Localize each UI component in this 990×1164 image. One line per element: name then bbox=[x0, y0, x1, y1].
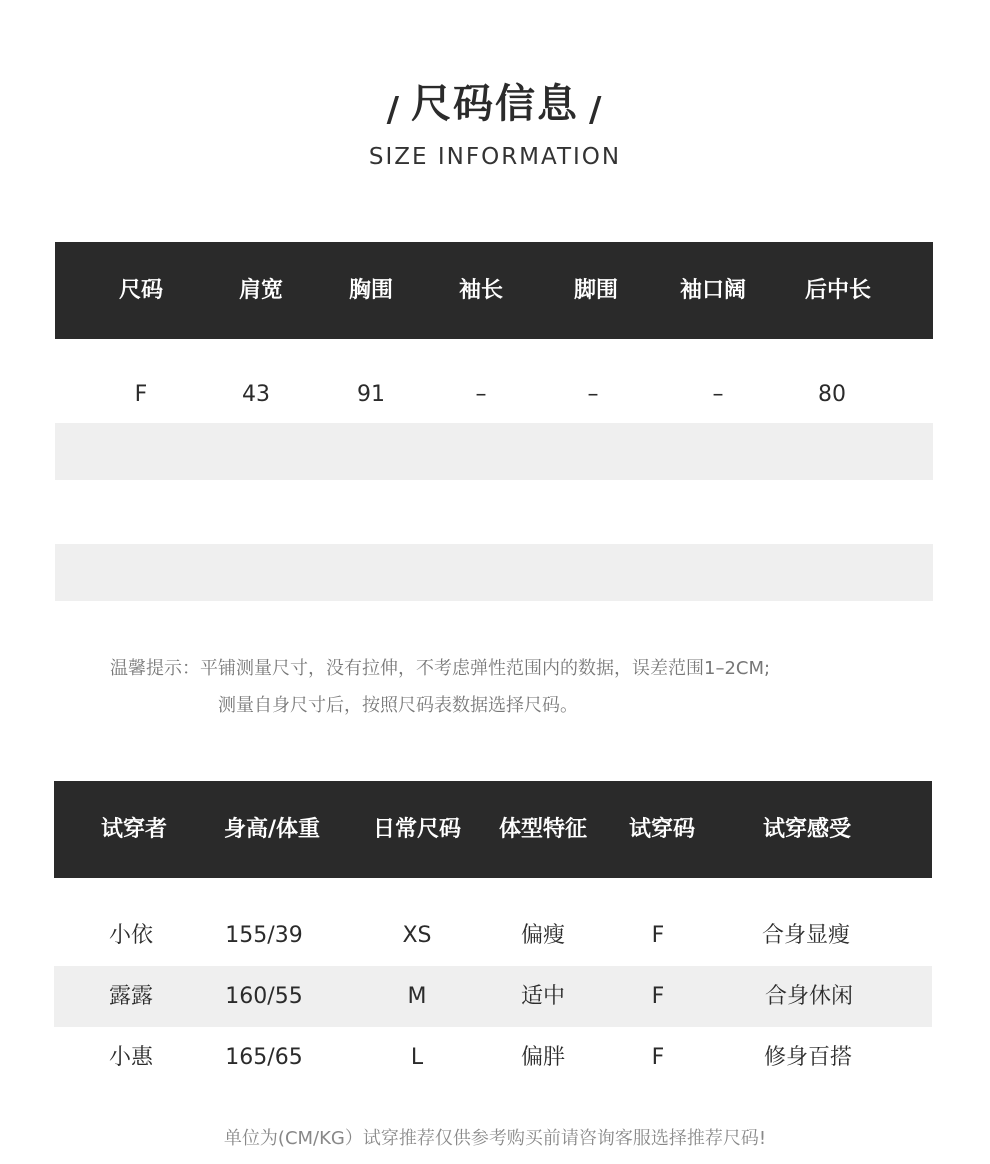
footer-note: 单位为(CM/KG）试穿推荐仅供参考购买前请咨询客服选择推荐尺码! bbox=[223, 1128, 767, 1149]
cell-usual-size: XS bbox=[402, 923, 432, 948]
table-row bbox=[54, 905, 932, 966]
trial-table-header bbox=[54, 781, 932, 878]
cell-height-weight: 160/55 bbox=[225, 984, 303, 1009]
size-note bbox=[110, 650, 770, 724]
header-height-weight: 身高/体重 bbox=[223, 817, 321, 842]
cell-usual-size: L bbox=[410, 1045, 424, 1070]
cell-shoulder: 43 bbox=[242, 382, 270, 407]
cell-body-type: 偏胖 bbox=[520, 1045, 566, 1070]
note-line-2: 测量自身尺寸后，按照尺码表数据选择尺码。 bbox=[218, 695, 578, 716]
cell-tester: 小惠 bbox=[108, 1045, 154, 1070]
empty-row bbox=[55, 544, 933, 601]
cell-trial-size: F bbox=[651, 1045, 665, 1070]
cell-size: F bbox=[134, 382, 148, 407]
header-body-type: 体型特征 bbox=[498, 817, 588, 842]
cell-cuff: – bbox=[712, 382, 724, 407]
trial-table bbox=[54, 781, 932, 1088]
title-slash-right: / bbox=[589, 90, 604, 130]
header-tester: 试穿者 bbox=[100, 817, 168, 842]
size-table-header bbox=[55, 242, 933, 339]
cell-feel: 合身显瘦 bbox=[761, 923, 851, 948]
cell-body-type: 偏瘦 bbox=[520, 923, 566, 948]
title-slash-left: / bbox=[386, 90, 401, 130]
header-chest: 胸围 bbox=[348, 278, 394, 303]
header-trial-size: 试穿码 bbox=[628, 817, 696, 842]
cell-tester: 露露 bbox=[108, 984, 154, 1009]
table-row bbox=[54, 1027, 932, 1088]
empty-row bbox=[55, 423, 933, 480]
header-size: 尺码 bbox=[118, 278, 164, 303]
note-label: 温馨提示： bbox=[110, 658, 200, 679]
cell-height-weight: 165/65 bbox=[225, 1045, 303, 1070]
cell-height-weight: 155/39 bbox=[225, 923, 303, 948]
header-shoulder: 肩宽 bbox=[238, 278, 284, 303]
header-sleeve: 袖长 bbox=[458, 278, 504, 303]
cell-tester: 小依 bbox=[108, 923, 154, 948]
header-hem: 脚围 bbox=[573, 278, 619, 303]
cell-feel: 合身休闲 bbox=[764, 984, 854, 1009]
cell-trial-size: F bbox=[651, 923, 665, 948]
cell-chest: 91 bbox=[357, 382, 385, 407]
cell-feel: 修身百搭 bbox=[763, 1045, 853, 1070]
header-usual-size: 日常尺码 bbox=[372, 817, 462, 842]
title-block bbox=[0, 72, 990, 129]
page-title: 尺码信息 bbox=[411, 81, 579, 127]
size-table bbox=[55, 242, 933, 601]
table-row bbox=[54, 966, 932, 1027]
cell-body-type: 适中 bbox=[520, 984, 566, 1009]
header-feel: 试穿感受 bbox=[762, 817, 852, 842]
cell-trial-size: F bbox=[651, 984, 665, 1009]
cell-hem: – bbox=[587, 382, 599, 407]
empty-row bbox=[55, 480, 933, 544]
page-subtitle: SIZE INFORMATION bbox=[368, 144, 622, 170]
table-row bbox=[55, 366, 933, 423]
cell-usual-size: M bbox=[407, 984, 427, 1009]
header-length: 后中长 bbox=[804, 278, 872, 303]
cell-length: 80 bbox=[818, 382, 846, 407]
note-line-1: 平铺测量尺寸，没有拉伸，不考虑弹性范围内的数据，误差范围1–2CM; bbox=[200, 658, 771, 679]
header-cuff: 袖口阔 bbox=[679, 278, 747, 303]
cell-sleeve: – bbox=[475, 382, 487, 407]
